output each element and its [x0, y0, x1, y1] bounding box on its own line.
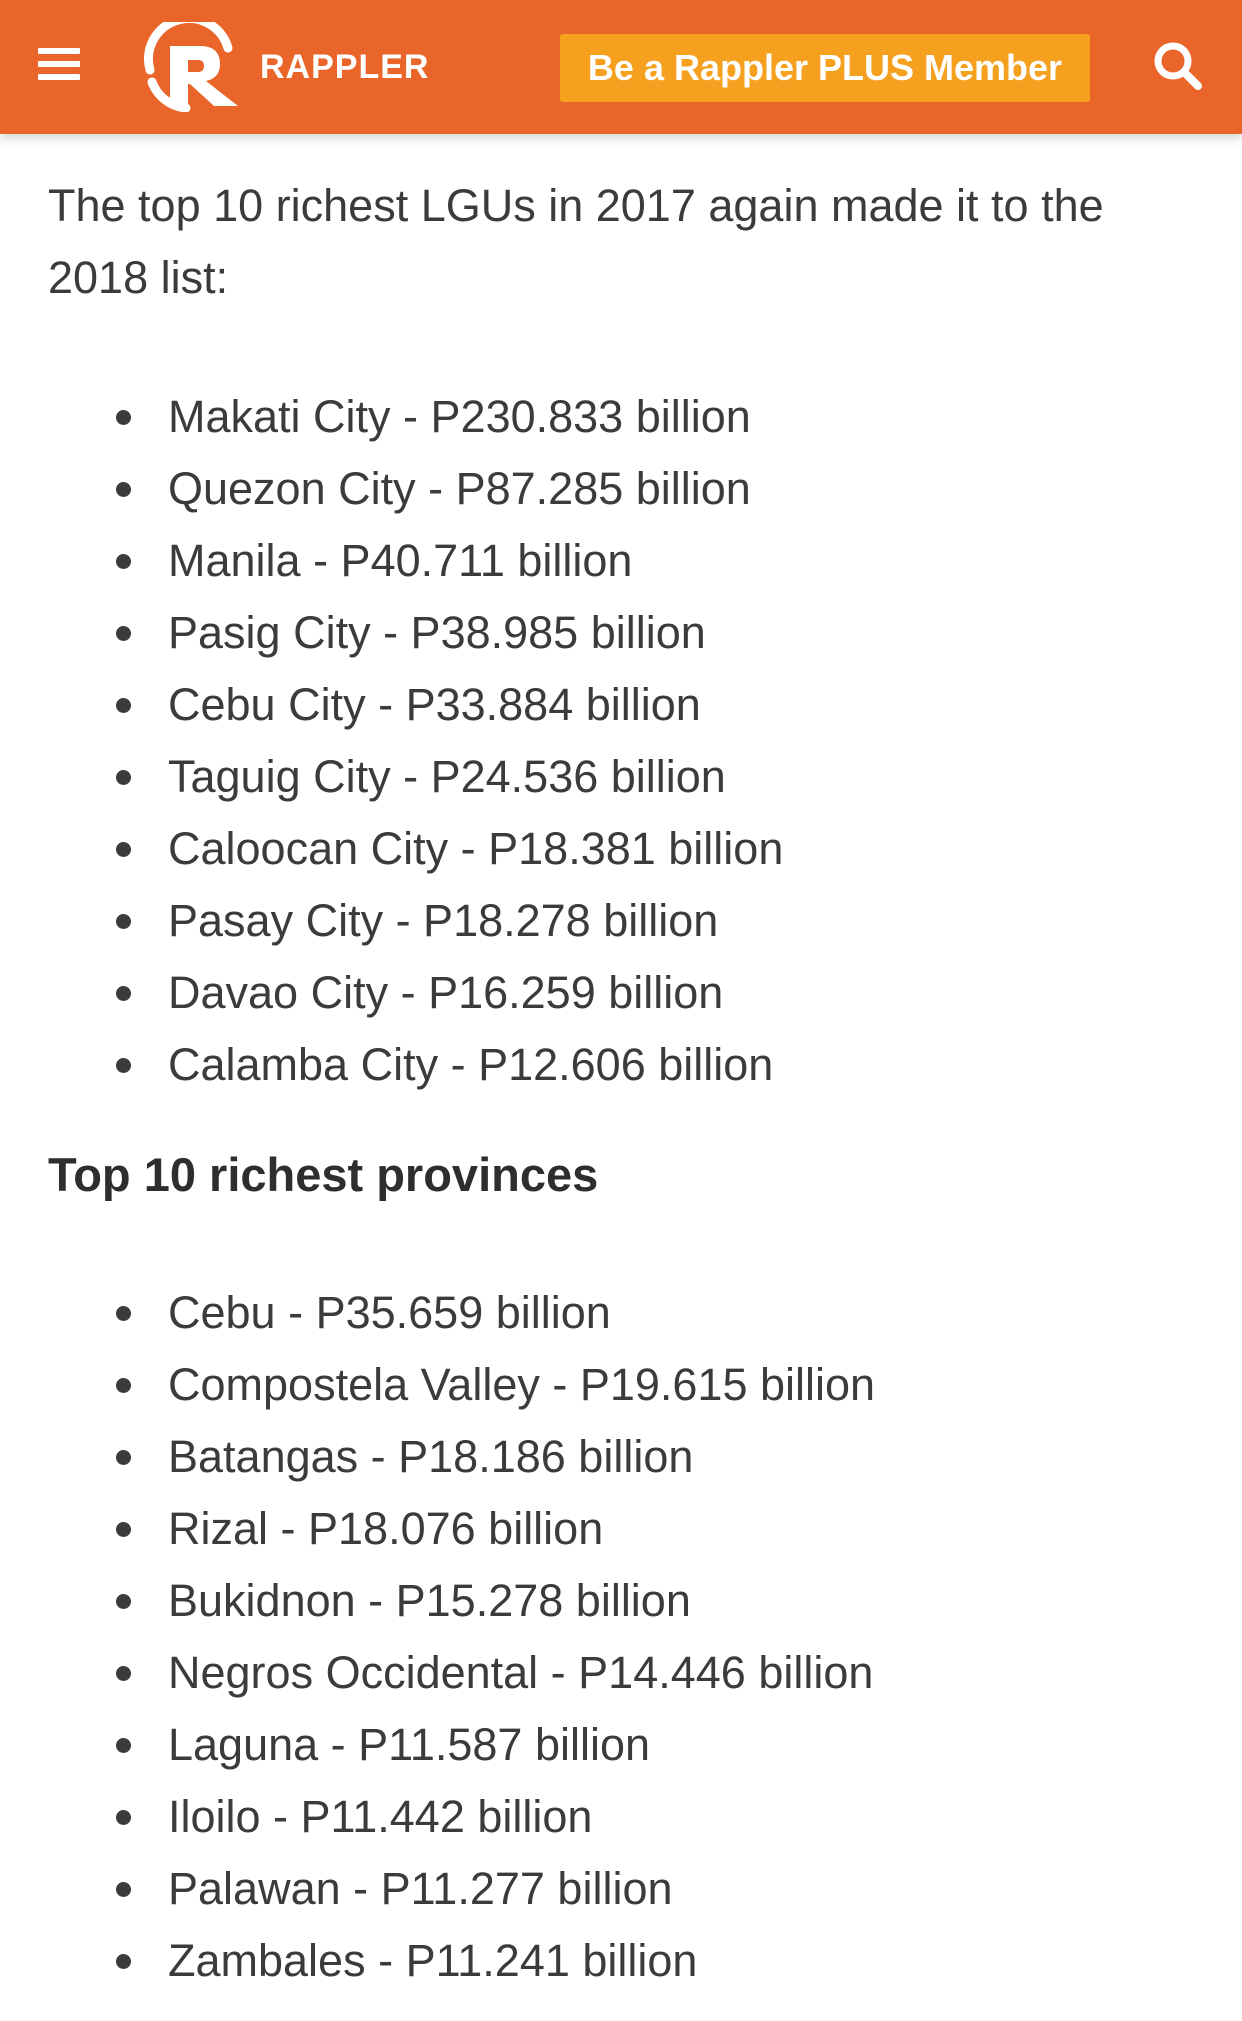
list-item-text: Laguna - P11.587 billion [168, 1719, 651, 1770]
list-item [48, 1637, 1198, 1709]
list-item [48, 957, 1198, 1029]
search-icon[interactable] [1152, 40, 1204, 92]
richest-cities-list [48, 381, 1198, 1101]
rappler-logo-icon [140, 22, 244, 112]
list-item [48, 1349, 1198, 1421]
list-item-text: Cebu City - P33.884 billion [168, 679, 701, 730]
list-item-text: Quezon City - P87.285 billion [168, 463, 751, 514]
intro-paragraph: The top 10 richest LGUs in 2017 again made it to the 2018 list: [48, 180, 1104, 303]
list-item [48, 1277, 1198, 1349]
bullet [116, 1306, 131, 1321]
brand-name: RAPPLER [260, 47, 430, 86]
bullet [116, 554, 131, 569]
list-item-text: Taguig City - P24.536 billion [168, 751, 726, 802]
bullet [116, 1522, 131, 1537]
bullet [116, 1810, 131, 1825]
list-item [48, 741, 1198, 813]
list-item [48, 813, 1198, 885]
list-item-text: Pasay City - P18.278 billion [168, 895, 719, 946]
list-item-text: Rizal - P18.076 billion [168, 1503, 604, 1554]
list-item-text: Bukidnon - P15.278 billion [168, 1575, 691, 1626]
bullet [116, 986, 131, 1001]
list-item [48, 1493, 1198, 1565]
list-item [48, 1565, 1198, 1637]
list-item-text: Batangas - P18.186 billion [168, 1431, 694, 1482]
list-item-text: Palawan - P11.277 billion [168, 1863, 673, 1914]
provinces-heading: Top 10 richest provinces [48, 1148, 599, 1201]
list-item [48, 1781, 1198, 1853]
list-item-text: Caloocan City - P18.381 billion [168, 823, 784, 874]
list-item [48, 1421, 1198, 1493]
list-item [48, 885, 1198, 957]
bullet [116, 1594, 131, 1609]
bullet [116, 626, 131, 641]
bullet [116, 1954, 131, 1969]
bullet [116, 1666, 131, 1681]
bullet [116, 1738, 131, 1753]
bullet [116, 698, 131, 713]
bullet [116, 914, 131, 929]
list-item [48, 381, 1198, 453]
list-item [48, 1709, 1198, 1781]
top-nav-bar [0, 0, 1242, 134]
bullet [116, 842, 131, 857]
list-item [48, 1029, 1198, 1101]
bullet [116, 482, 131, 497]
become-plus-member-button[interactable]: Be a Rappler PLUS Member [560, 34, 1090, 102]
list-item-text: Zambales - P11.241 billion [168, 1935, 698, 1986]
list-item-text: Iloilo - P11.442 billion [168, 1791, 593, 1842]
list-item [48, 1925, 1198, 1997]
list-item [48, 597, 1198, 669]
bullet [116, 1450, 131, 1465]
list-item-text: Calamba City - P12.606 billion [168, 1039, 774, 1090]
richest-provinces-list [48, 1277, 1198, 1997]
list-item [48, 669, 1198, 741]
bullet [116, 1378, 131, 1393]
list-item-text: Cebu - P35.659 billion [168, 1287, 611, 1338]
bullet [116, 410, 131, 425]
hamburger-menu-icon[interactable] [38, 44, 84, 84]
list-item-text: Davao City - P16.259 billion [168, 967, 724, 1018]
list-item-text: Manila - P40.711 billion [168, 535, 633, 586]
list-item-text: Negros Occidental - P14.446 billion [168, 1647, 874, 1698]
list-item-text: Makati City - P230.833 billion [168, 391, 751, 442]
bullet [116, 1882, 131, 1897]
bullet [116, 1058, 131, 1073]
list-item [48, 1853, 1198, 1925]
rappler-logo[interactable] [140, 22, 429, 112]
list-item [48, 453, 1198, 525]
list-item [48, 525, 1198, 597]
list-item-text: Compostela Valley - P19.615 billion [168, 1359, 876, 1410]
article-body [48, 170, 1198, 1997]
list-item-text: Pasig City - P38.985 billion [168, 607, 706, 658]
bullet [116, 770, 131, 785]
